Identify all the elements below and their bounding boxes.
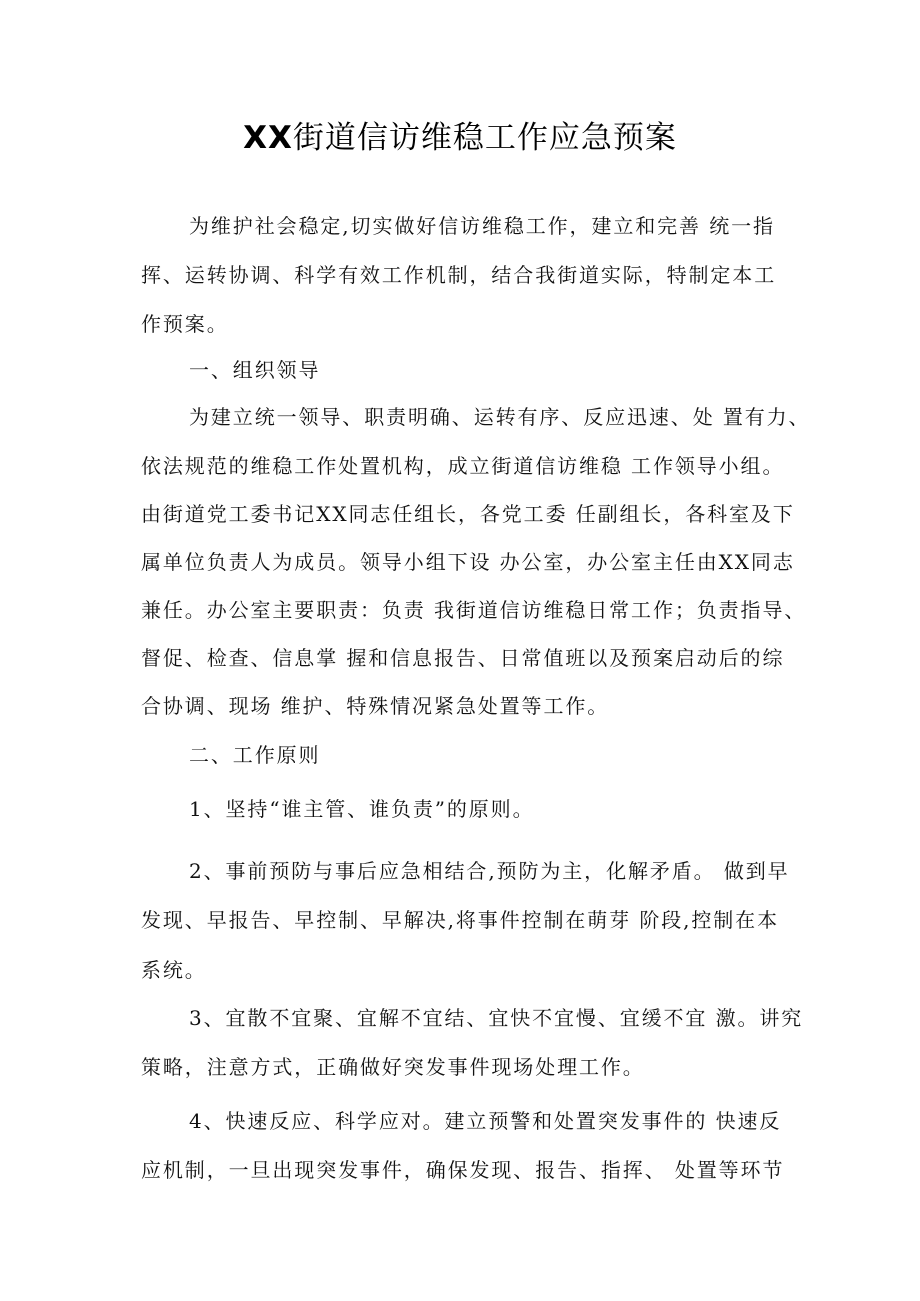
line-text: 由街道党工委书记XX同志任组长，各党工委 任副组长，各科室及下 [141,502,795,526]
line-text: 系统。 [141,958,207,982]
title-prefix: XX [243,120,293,156]
line-text: 为维护社会稳定,切实做好信访维稳工作，建立和完善 统一指 [189,214,775,238]
document-title [0,112,920,157]
paragraph-line [189,1004,803,1032]
paragraph-line [141,548,795,576]
line-text: 2、事前预防与事后应急相结合,预防为主，化解矛盾。 做到早 [189,859,790,883]
paragraph-line [141,500,795,528]
line-text: 督促、检查、信息掌 握和信息报告、日常值班以及预案启动后的综 [141,646,785,670]
paragraph-line [189,1107,781,1135]
line-text: 1、坚持“谁主管、谁负责”的原则。 [189,797,535,821]
line-text: 兼任。办公室主要职责：负责 我街道信访维稳日常工作；负责指导、 [141,598,807,622]
section-heading [189,356,320,384]
line-text: 依法规范的维稳工作处置机构，成立街道信访维稳 工作领导小组。 [141,454,785,478]
line-text: 合协调、现场 维护、特殊情况紧急处置等工作。 [141,694,610,718]
title-text: 街道信访维稳工作应急预案 [292,120,677,156]
paragraph-line [189,403,810,431]
line-text: 二、工作原则 [189,743,321,767]
paragraph-line [141,310,229,338]
line-text: 应机制，一旦出现突发事件，确保发现、报告、指挥、 处置等环节 [141,1158,785,1182]
paragraph-line [141,261,776,289]
paragraph-line [189,857,790,885]
line-text: 策略，注意方式，正确做好突发事件现场处理工作。 [141,1055,645,1079]
line-text: 一、组织领导 [189,358,321,382]
paragraph-line [141,644,784,672]
paragraph-line [141,596,806,624]
paragraph-line [141,906,779,934]
line-text: 发现、早报告、早控制、早解决,将事件控制在萌芽 阶段,控制在本 [141,908,779,932]
paragraph-line [141,692,609,720]
paragraph-line [141,452,784,480]
line-text: 3、宜散不宜聚、宜解不宜结、宜快不宜慢、宜缓不宜 激。讲究 [189,1006,804,1030]
line-text: 挥、运转协调、科学有效工作机制，结合我街道实际，特制定本工 [141,263,777,287]
line-text: 为建立统一领导、职责明确、运转有序、反应迅速、处 置有力、 [189,405,811,429]
paragraph-line [141,1156,784,1184]
paragraph-line [141,956,207,984]
paragraph-line [141,1053,645,1081]
line-text: 作预案。 [141,312,229,336]
section-heading [189,741,320,769]
paragraph-line [189,795,534,823]
paragraph-line [189,212,775,240]
line-text: 4、快速反应、科学应对。建立预警和处置突发事件的 快速反 [189,1109,782,1133]
line-text: 属单位负责人为成员。领导小组下设 办公室，办公室主任由XX同志 [141,550,795,574]
